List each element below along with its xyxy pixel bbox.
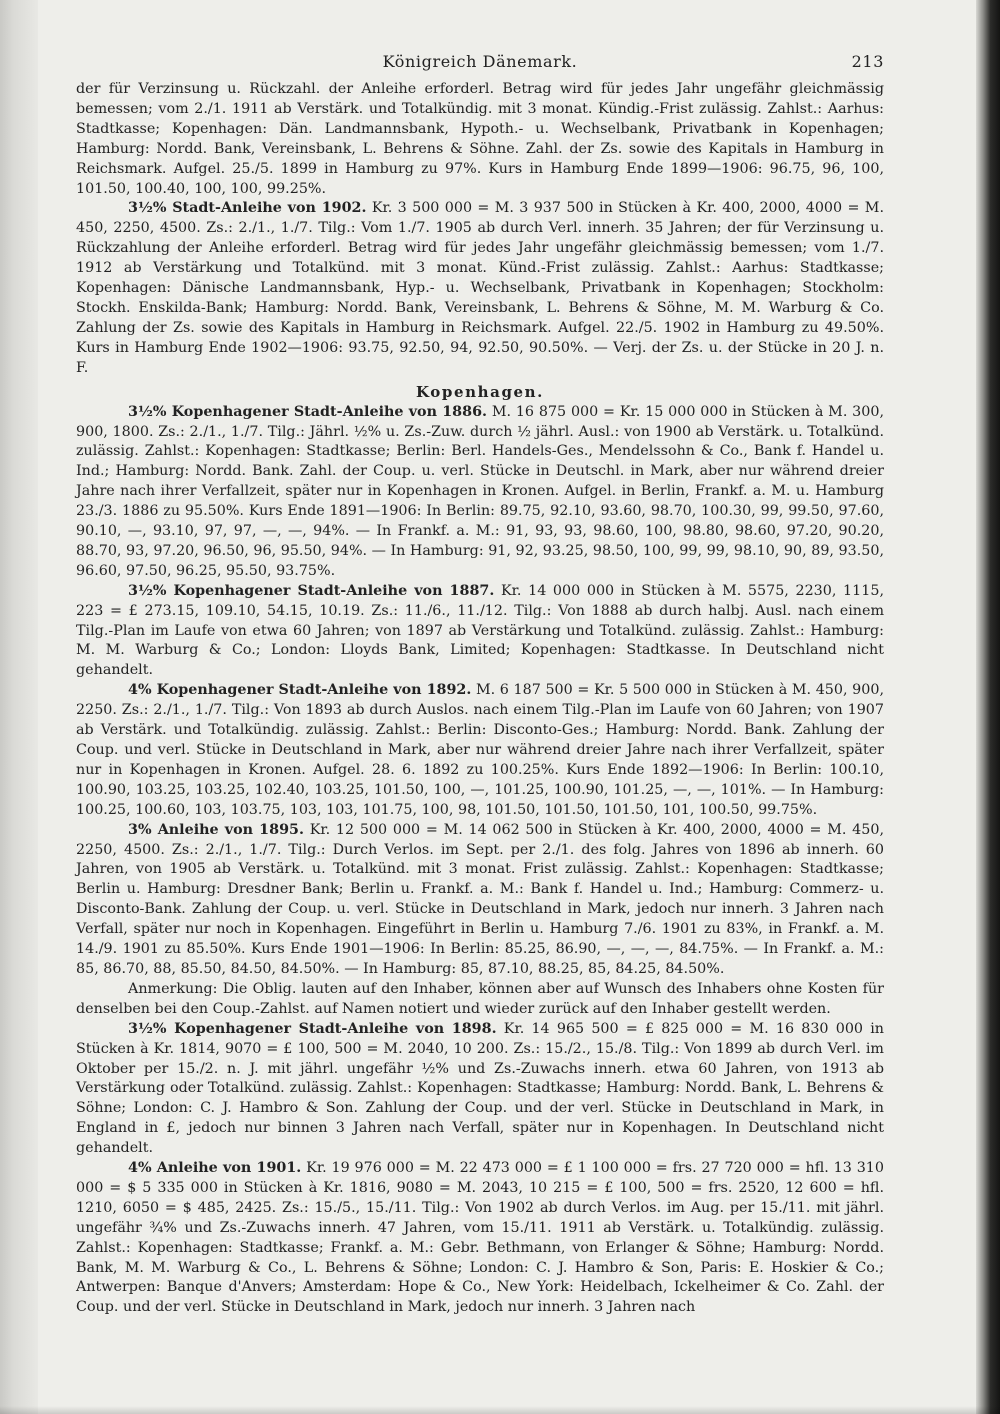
scan-bottom-shadow [0,1406,1000,1414]
paragraph-continuation [76,80,884,199]
entry-body: Kr. 3 500 000 = M. 3 937 500 in Stücken à Kr. 400, 2000, 4000 = M. 450, 2250, 4500. Zs.: 2./1., 1./7. Tilg.: Vom 1./7. 1905 ab durch Verl. innerh. 35 Jahren; der für Verzinsung u. Rückzahlung der Anleihe erforderl. Betrag wird für jedes Jahr ungefähr gleichmässig bemessen; vom 1./7. 1912 ab Verstärkung und Totalkünd. mit 3 monat. Künd.-Frist zulässig. Zahlst.: Aarhus: Stadtkasse; Kopenhagen: Dänische Landmannsbank, Hyp.- u. Wechselbank, Privatbank in Kopenhagen; Stockholm: Stockh. Enskilda-Bank; Hamburg: Nordd. Bank, Vereinsbank, L. Behrens & Söhne, M. M. Warburg & Co. Zahlung der Zs. sowie des Kapitals in Hamburg in Reichsmark. Aufgel. 22./5. 1902 in Hamburg zu 49.50%. Kurs in Hamburg Ende 1902—1906: 93.75, 92.50, 94, 92.50, 90.50%. — Verj. der Zs. u. der Stücke in 20 J. n. F. [76,200,884,376]
entry-anleihe-1901 [76,1159,884,1318]
entry-stadt-anleihe-1898 [76,1020,884,1159]
running-title: Königreich Dänemark. [382,52,578,71]
entry-anleihe-1895 [76,821,884,980]
annotation-note [76,980,884,1020]
entry-title: 3% Anleihe von 1895. [128,821,304,838]
entry-title: 4% Kopenhagener Stadt-Anleihe von 1892. [128,682,472,699]
entry-stadt-anleihe-1892 [76,681,884,820]
scan-binding-shadow [976,0,1000,1414]
entry-body: Kr. 12 500 000 = M. 14 062 500 in Stücken à Kr. 400, 2000, 4000 = M. 450, 2250, 4500. Zs.: 2./1., 1./7. Tilg.: Durch Verlos. im Sept. per 2./1. des folg. Jahres von 1896 ab innerh. 60 Jahren, von 1905 ab Verstärk. u. Totalkünd. mit 3 monat. Frist zulässig. Zahlst.: Kopenhagen: Stadtkasse; Berlin u. Hamburg: Dresdner Bank; Berlin u. Frankf. a. M.: Bank f. Handel u. Ind.; Hamburg: Commerz- u. Disconto-Bank. Zahlung der Coup. u. verl. Stücke in Deutschland in Mark, jedoch nur innerh. 3 Jahren nach Verfall, später nur noch in Kopenhagen. Eingeführt in Berlin u. Hamburg 7./6. 1901 zu 83%, in Frankf. a. M. 14./9. 1901 zu 85.50%. Kurs Ende 1901—1906: In Berlin: 85.25, 86.90, —, —, —, 84.75%. — In Frankf. a. M.: 85, 86.70, 88, 85.50, 84.50, 84.50%. — In Hamburg: 85, 87.10, 88.25, 85, 84.25, 84.50%. [76,821,885,977]
entry-title: 4% Anleihe von 1901. [128,1160,302,1177]
entry-title: 3½% Kopenhagener Stadt-Anleihe von 1886. [128,403,488,420]
entry-stadt-anleihe-1902 [76,199,884,378]
entry-body: M. 6 187 500 = Kr. 5 500 000 in Stücken à M. 450, 900, 2250. Zs.: 2./1., 1./7. Tilg.: Von 1893 ab durch Auslos. nach einem Tilg.-Plan im Laufe von 60 Jahren; von 1907 ab Verstärk. und Totalkündig. zulässig. Zahlst.: Berlin: Disconto-Ges.; Hamburg: Nordd. Bank. Zahlung der Coup. und verl. Stücke in Deutschland in Mark, aber nur während dreier Jahre nach ihrer Verfallzeit, später nur in Kopenhagen in Kronen. Aufgel. 28. 6. 1892 zu 100.25%. Kurs Ende 1892—1906: In Berlin: 100.10, 100.90, 103.25, 103.25, 102.40, 103.25, 101.50, 100, —, 101.25, 100.90, 101.25, —, —, 101%. — In Hamburg: 100.25, 100.60, 103, 103.75, 103, 103, 101.75, 100, 98, 101.50, 101.50, 101.50, 101, 100.50, 99.75%. [76,682,885,818]
entry-body: Kr. 14 965 500 = £ 825 000 = M. 16 830 000 in Stücken à Kr. 1814, 9070 = £ 100, 500 = M. 2040, 10 200. Zs.: 15./2., 15./8. Tilg.: Von 1899 ab durch Verl. im Oktober per 15./2. n. J. mit jährl. ungefähr ½% und Zs.-Zuwachs innerh. etwa 60 Jahren, von 1913 ab Verstärkung oder Totalkünd. zulässig. Zahlst.: Kopenhagen: Stadtkasse; Hamburg: Nordd. Bank, L. Behrens & Söhne; London: C. J. Hambro & Son. Zahlung der Coup. und der verl. Stücke in Deutschland in Mark, in England in £, jedoch nur binnen 3 Jahren nach Verfall, später nur in Kopenhagen. In Deutschland nicht gehandelt. [76,1020,884,1157]
entry-title: 3½% Kopenhagener Stadt-Anleihe von 1898. [128,1020,497,1037]
entry-body: M. 16 875 000 = Kr. 15 000 000 in Stücken à M. 300, 900, 1800. Zs.: 2./1., 1./7. Tilg.: Jährl. ½% u. Zs.-Zuw. durch ½ jährl. Ausl.: von 1900 ab Verstärk. u. Totalkünd. zulässig. Zahlst.: Kopenhagen: Stadtkasse; Berlin: Berl. Handels-Ges., Mendelssohn & Co., Bank f. Handel u. Ind.; Hamburg: Nordd. Bank. Zahl. der Coup. u. verl. Stücke in Deutschl. in Mark, aber nur während dreier Jahre nach ihrer Verfallzeit, später nur in Kopenhagen in Kronen. Aufgel. in Berlin, Frankf. a. M. u. Hamburg 23./3. 1886 zu 95.50%. Kurs Ende 1891—1906: In Berlin: 89.75, 92.10, 93.60, 98.70, 100.30, 99, 99.50, 97.60, 90.10, —, 93.10, 97, 97, —, —, 94%. — In Frankf. a. M.: 91, 93, 93, 98.60, 100, 98.80, 98.60, 97.20, 90.20, 88.70, 93, 97.20, 96.50, 96, 95.50, 94%. — In Hamburg: 91, 92, 93.25, 98.50, 100, 99, 99, 98.10, 90, 89, 93.50, 96.60, 97.50, 96.25, 95.50, 93.75%. [76,403,885,579]
entry-body: Kr. 19 976 000 = M. 22 473 000 = £ 1 100 000 = frs. 27 720 000 = hfl. 13 310 000 = $ 5 335 000 in Stücken à Kr. 1816, 9080 = M. 2043, 10 215 = £ 100, 500 = frs. 2520, 12 600 = hfl. 1210, 6050 = $ 485, 2425. Zs.: 15./5., 15./11. Tilg.: Von 1902 ab durch Verlos. im Aug. per 15./11. mit jährl. ungefähr ¾% und Zs.-Zuwachs innerh. 47 Jahren, vom 15./11. 1911 ab Verstärk. u. Totalkündig. zulässig. Zahlst.: Kopenhagen: Stadtkasse; Frankf. a. M.: Gebr. Bethmann, von Erlanger & Söhne; Hamburg: Nordd. Bank, M. M. Warburg & Co., L. Behrens & Söhne; London: C. J. Hambro & Son, Paris: E. Hoskier & Co.; Antwerpen: Banque d'Anvers; Amsterdam: Hope & Co., New York: Heidelbach, Ickelheimer & Co. Zahl. der Coup. und der verl. Stücke in Deutschland in Mark, jedoch nur innerh. 3 Jahren nach [76,1160,885,1316]
entry-title: 3½% Stadt-Anleihe von 1902. [128,200,367,217]
entry-stadt-anleihe-1887 [76,582,884,682]
page-text [76,80,884,1318]
paragraph-body: der für Verzinsung u. Rückzahl. der Anleihe erforderl. Betrag wird für jedes Jahr ungefähr gleichmässig bemessen; vom 2./1. 1911 ab Verstärk. und Totalkündig. mit 3 monat. Kündig.-Frist zulässig. Zahlst.: Aarhus: Stadtkasse; Kopenhagen: Dän. Landmannsbank, Hypoth.- u. Wechselbank, Privatbank in Kopenhagen; Hamburg: Nordd. Bank, Vereinsbank, L. Behrens & Söhne. Zahl. der Zs. sowie des Kapitals in Hamburg in Reichsmark. Aufgel. 25./5. 1899 in Hamburg zu 97%. Kurs in Hamburg Ende 1899—1906: 96.75, 96, 100, 101.50, 100.40, 100, 100, 99.25%. [76,81,884,197]
page-number: 213 [851,52,884,71]
book-page [76,44,884,1318]
entry-title: 3½% Kopenhagener Stadt-Anleihe von 1887. [128,582,495,599]
annotation-body: Anmerkung: Die Oblig. lauten auf den Inhaber, können aber auf Wunsch des Inhabers ohne Kosten für denselben bei den Coup.-Zahlst. auf Namen notiert und wieder zurück auf den Inhaber gestellt werden. [76,980,884,1017]
running-head [76,44,884,80]
entry-stadt-anleihe-1886 [76,403,884,582]
section-heading: Kopenhagen. [415,382,545,401]
scan-left-margin [0,0,38,1414]
entry-body: Kr. 14 000 000 in Stücken à M. 5575, 2230, 1115, 223 = £ 273.15, 109.10, 54.15, 10.19. Zs.: 11./6., 11./12. Tilg.: Von 1888 ab durch halbj. Ausl. nach einem Tilg.-Plan im Laufe von etwa 60 Jahren; von 1897 ab Verstärkung und Totalkünd. zulässig. Zahlst.: Hamburg: M. M. Warburg & Co.; London: Lloyds Bank, Limited; Kopenhagen: Stadtkasse. In Deutschland nicht gehandelt. [76,582,884,679]
